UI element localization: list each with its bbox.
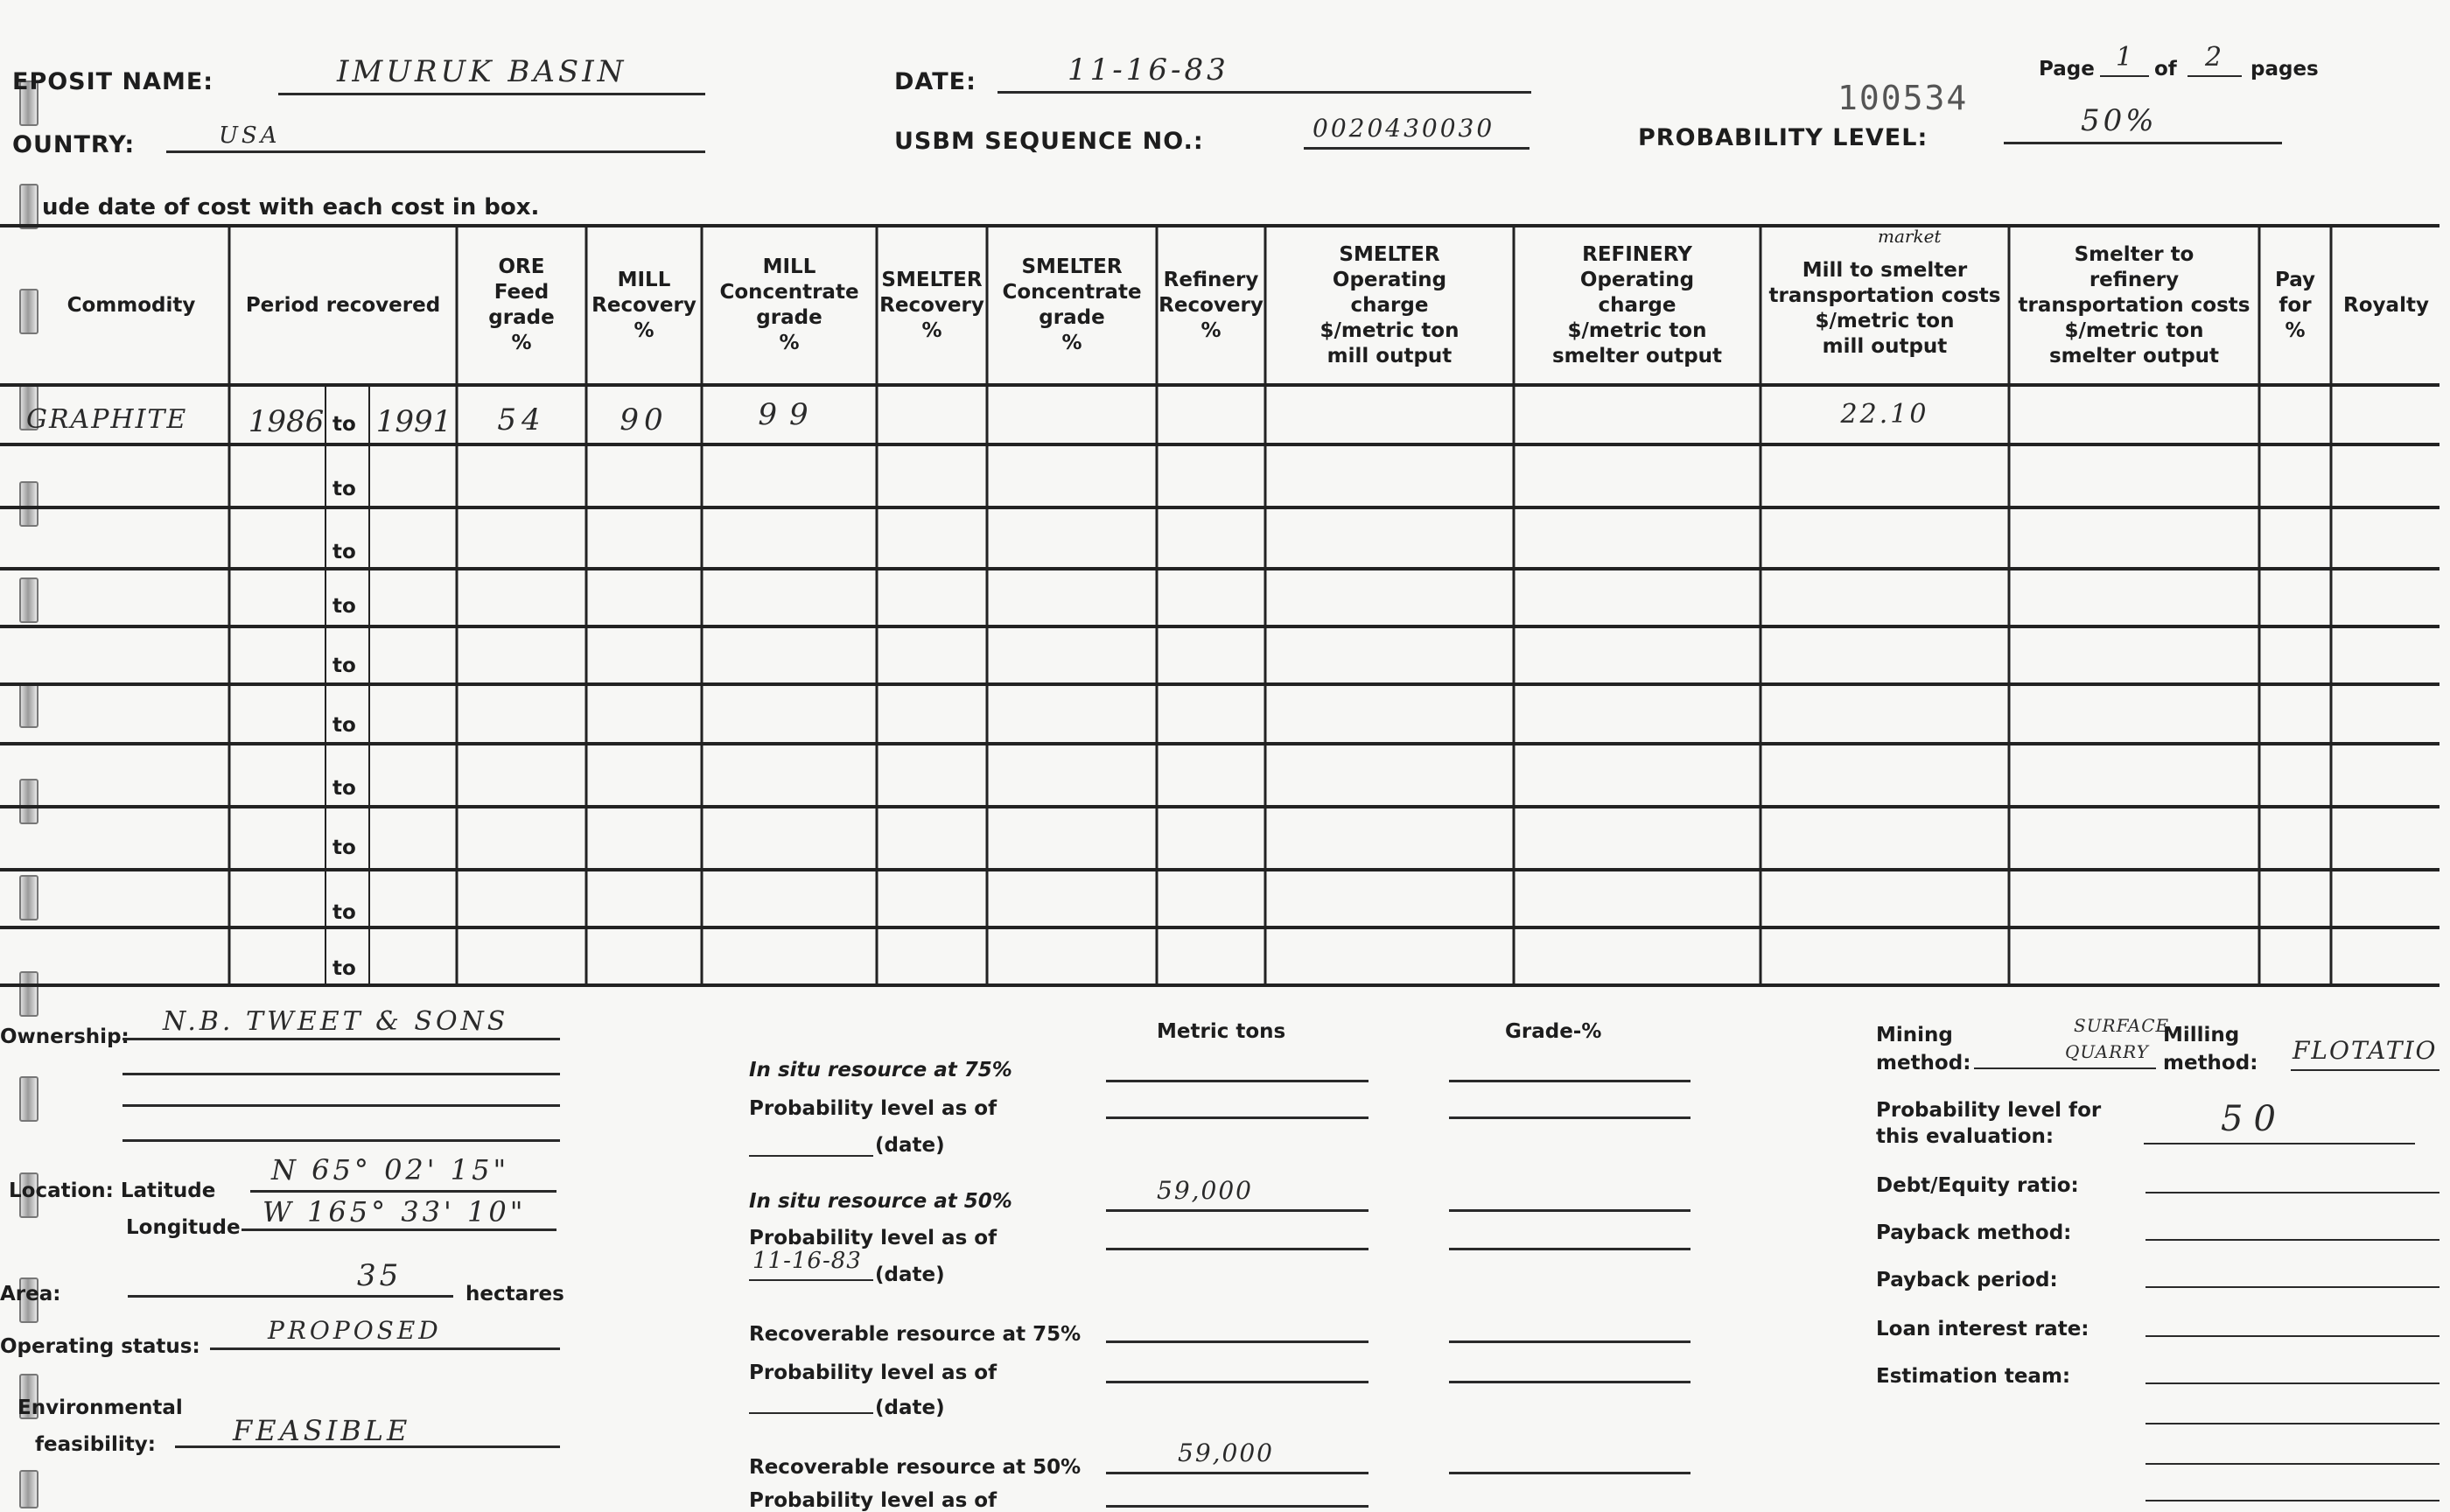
row6-to-label: to [332, 714, 356, 737]
row5-to-label: to [332, 654, 356, 677]
area-value: 35 [357, 1258, 402, 1293]
header-pay-for: Pay for % [2274, 268, 2316, 342]
payback-period-line [2146, 1286, 2440, 1288]
operating-status-line [210, 1348, 560, 1350]
estimation-team-line-3 [2146, 1463, 2440, 1465]
page-of-label: of [2154, 58, 2177, 80]
mining-label: Mining [1876, 1024, 1953, 1046]
loan-interest-line [2146, 1335, 2440, 1337]
recoverable-75-date-line [749, 1412, 873, 1414]
date-label: DATE: [894, 68, 976, 95]
area-label: Area: [0, 1283, 61, 1306]
page-total: 2 [2205, 42, 2226, 73]
mining-method-value-1: SURFACE [2074, 1015, 2170, 1036]
row10-to-label: to [332, 957, 356, 980]
recoverable-50-tons-line [1106, 1472, 1368, 1474]
country-label: OUNTRY: [12, 131, 136, 158]
milling-method-label: method: [2163, 1052, 2258, 1074]
ownership-line-3 [122, 1104, 560, 1107]
recoverable-50-label: Recoverable resource at 50% [749, 1456, 1082, 1479]
ownership-line-2 [122, 1073, 560, 1075]
header-mill-concentrate-grade: MILL Concentrate grade % [719, 256, 859, 354]
insitu-50-date-label: (date) [875, 1264, 945, 1286]
mining-method-line [1974, 1068, 2156, 1069]
longitude-line [242, 1228, 556, 1231]
row4-to-label: to [332, 595, 356, 618]
date-value: 11-16-83 [1068, 52, 1229, 88]
insitu-50-prob-line [1106, 1248, 1368, 1250]
header-commodity: Commodity [66, 293, 196, 317]
header-smelter-refinery-transport-costs: Smelter to refinery transportation costs $/metric ton smelter output [2018, 242, 2250, 368]
row1-from-year: 1986 [248, 404, 325, 439]
latitude-value: N 65° 02' 15" [271, 1153, 510, 1186]
mining-method-value-2: QUARRY [2065, 1041, 2149, 1062]
insitu-50-tons-line [1106, 1209, 1368, 1212]
row1-mill-concentrate-grade: 99 [758, 397, 821, 432]
feasibility-label: feasibility: [35, 1433, 156, 1456]
document-stamp-number: 100534 [1838, 79, 1969, 117]
row8-to-label: to [332, 836, 356, 859]
milling-label: Milling [2163, 1024, 2240, 1046]
page-number: 1 [2116, 42, 2137, 73]
header-smelter-concentrate-grade: SMELTER Concentrate grade % [1002, 256, 1142, 354]
insitu-75-date-label: (date) [875, 1134, 945, 1157]
header-refinery-recovery: Refinery Recovery % [1158, 268, 1264, 342]
header-refinery-operating-charge: REFINERY Operating charge $/metric ton smelter output [1551, 242, 1723, 368]
deposit-name-label: EPOSIT NAME: [12, 68, 214, 95]
ownership-label: Ownership: [0, 1026, 130, 1048]
row9-to-label: to [332, 901, 356, 924]
loan-interest-label: Loan interest rate: [1876, 1318, 2090, 1340]
area-unit: hectares [466, 1283, 564, 1306]
probability-level-label: PROBABILITY LEVEL: [1638, 124, 1928, 151]
ownership-line-4 [122, 1139, 560, 1142]
latitude-line [250, 1190, 556, 1193]
header-mill-transport-costs: Mill to smelter transportation costs $/metric ton mill output [1768, 259, 2001, 358]
insitu-50-label: In situ resource at 50% [749, 1190, 1012, 1213]
row1-commodity: GRAPHITE [26, 404, 188, 435]
header-ore-feed-grade: ORE Feed grade % [488, 256, 555, 354]
payback-method-line [2146, 1239, 2440, 1241]
recoverable-75-date-label: (date) [875, 1396, 945, 1419]
area-line [128, 1295, 453, 1298]
recoverable-50-prob-line [1106, 1505, 1368, 1508]
longitude-label: Longitude [126, 1216, 241, 1239]
ownership-value: N.B. TWEET & SONS [163, 1006, 509, 1037]
header-smelter-recovery: SMELTER Recovery % [879, 268, 984, 342]
header-royalty: Royalty [2343, 293, 2429, 317]
ownership-line-1 [122, 1038, 560, 1040]
grade-percent-label: Grade-% [1505, 1020, 1602, 1043]
metric-tons-label: Metric tons [1157, 1020, 1286, 1043]
insitu-75-label: In situ resource at 75% [749, 1059, 1012, 1082]
deposit-name-value: IMURUK BASIN [337, 54, 627, 89]
recoverable-75-prob-grade-line [1449, 1381, 1690, 1383]
row2-to-label: to [332, 478, 356, 500]
insitu-75-date-line [749, 1155, 873, 1157]
mining-method-label: method: [1876, 1052, 1971, 1074]
environmental-label: Environmental [18, 1396, 183, 1419]
location-latitude-label: Location: Latitude [9, 1180, 216, 1202]
probability-eval-line [2144, 1143, 2415, 1144]
recoverable-75-prob-label: Probability level as of [749, 1362, 998, 1384]
payback-period-label: Payback period: [1876, 1269, 2058, 1292]
row7-to-label: to [332, 777, 356, 800]
row1-to-year: 1991 [375, 404, 452, 439]
operating-status-label: Operating status: [0, 1335, 200, 1358]
row1-to-label: to [332, 413, 356, 436]
insitu-75-tons-line [1106, 1080, 1368, 1082]
insitu-75-prob-label: Probability level as of [749, 1097, 998, 1120]
insitu-50-tons-value: 59,000 [1157, 1176, 1253, 1205]
insitu-50-grade-line [1449, 1209, 1690, 1212]
recoverable-50-tons-value: 59,000 [1178, 1438, 1274, 1467]
row3-to-label: to [332, 541, 356, 564]
environmental-feasibility-value: FEASIBLE [233, 1414, 411, 1447]
longitude-value: W 165° 33' 10" [262, 1195, 527, 1228]
estimation-team-label: Estimation team: [1876, 1365, 2071, 1388]
recoverable-50-grade-line [1449, 1472, 1690, 1474]
usbm-sequence-value: 0020430030 [1312, 114, 1495, 143]
milling-method-value: FLOTATIO [2292, 1036, 2438, 1065]
insitu-50-date-line [749, 1279, 873, 1281]
insitu-50-prob-grade-line [1449, 1248, 1690, 1250]
insitu-50-date-value: 11-16-83 [752, 1248, 862, 1274]
include-date-note: ude date of cost with each cost in box. [42, 194, 540, 220]
country-value: USA [219, 122, 281, 149]
operating-status-value: PROPOSED [268, 1316, 442, 1345]
row1-ore-feed-grade: 54 [497, 402, 546, 438]
recoverable-75-grade-line [1449, 1340, 1690, 1343]
estimation-team-line-4 [2146, 1500, 2440, 1502]
milling-method-line [2291, 1069, 2440, 1071]
header-period-recovered: Period recovered [245, 293, 441, 317]
recoverable-75-label: Recoverable resource at 75% [749, 1323, 1082, 1346]
recoverable-75-tons-line [1106, 1340, 1368, 1343]
usbm-sequence-label: USBM SEQUENCE NO.: [894, 128, 1204, 155]
insitu-75-grade-line [1449, 1080, 1690, 1082]
insitu-75-prob-line [1106, 1116, 1368, 1119]
estimation-team-line-1 [2146, 1382, 2440, 1384]
probability-eval-label-1: Probability level for [1876, 1099, 2102, 1122]
environmental-feasibility-line [175, 1446, 560, 1448]
recoverable-75-prob-line [1106, 1381, 1368, 1383]
page-label: Page [2039, 58, 2095, 80]
debt-equity-line [2146, 1192, 2440, 1194]
probability-level-value: 50% [2081, 103, 2158, 138]
market-handwritten-correction: market [1878, 226, 1942, 247]
probability-eval-label-2: this evaluation: [1876, 1125, 2054, 1148]
header-mill-recovery: MILL Recovery % [592, 268, 696, 342]
debt-equity-label: Debt/Equity ratio: [1876, 1174, 2079, 1197]
row1-mill-recovery: 90 [620, 402, 668, 438]
pages-label: pages [2250, 58, 2319, 80]
probability-eval-value: 50 [2221, 1099, 2286, 1139]
header-smelter-operating-charge: SMELTER Operating charge $/metric ton mill output [1320, 242, 1460, 368]
row1-mill-transport-cost: 22.10 [1840, 399, 1929, 430]
estimation-team-line-2 [2146, 1423, 2440, 1424]
insitu-75-prob-grade-line [1449, 1116, 1690, 1119]
recoverable-50-prob-label: Probability level as of [749, 1489, 998, 1512]
insitu-50-prob-label: Probability level as of [749, 1227, 998, 1250]
payback-method-label: Payback method: [1876, 1222, 2072, 1244]
